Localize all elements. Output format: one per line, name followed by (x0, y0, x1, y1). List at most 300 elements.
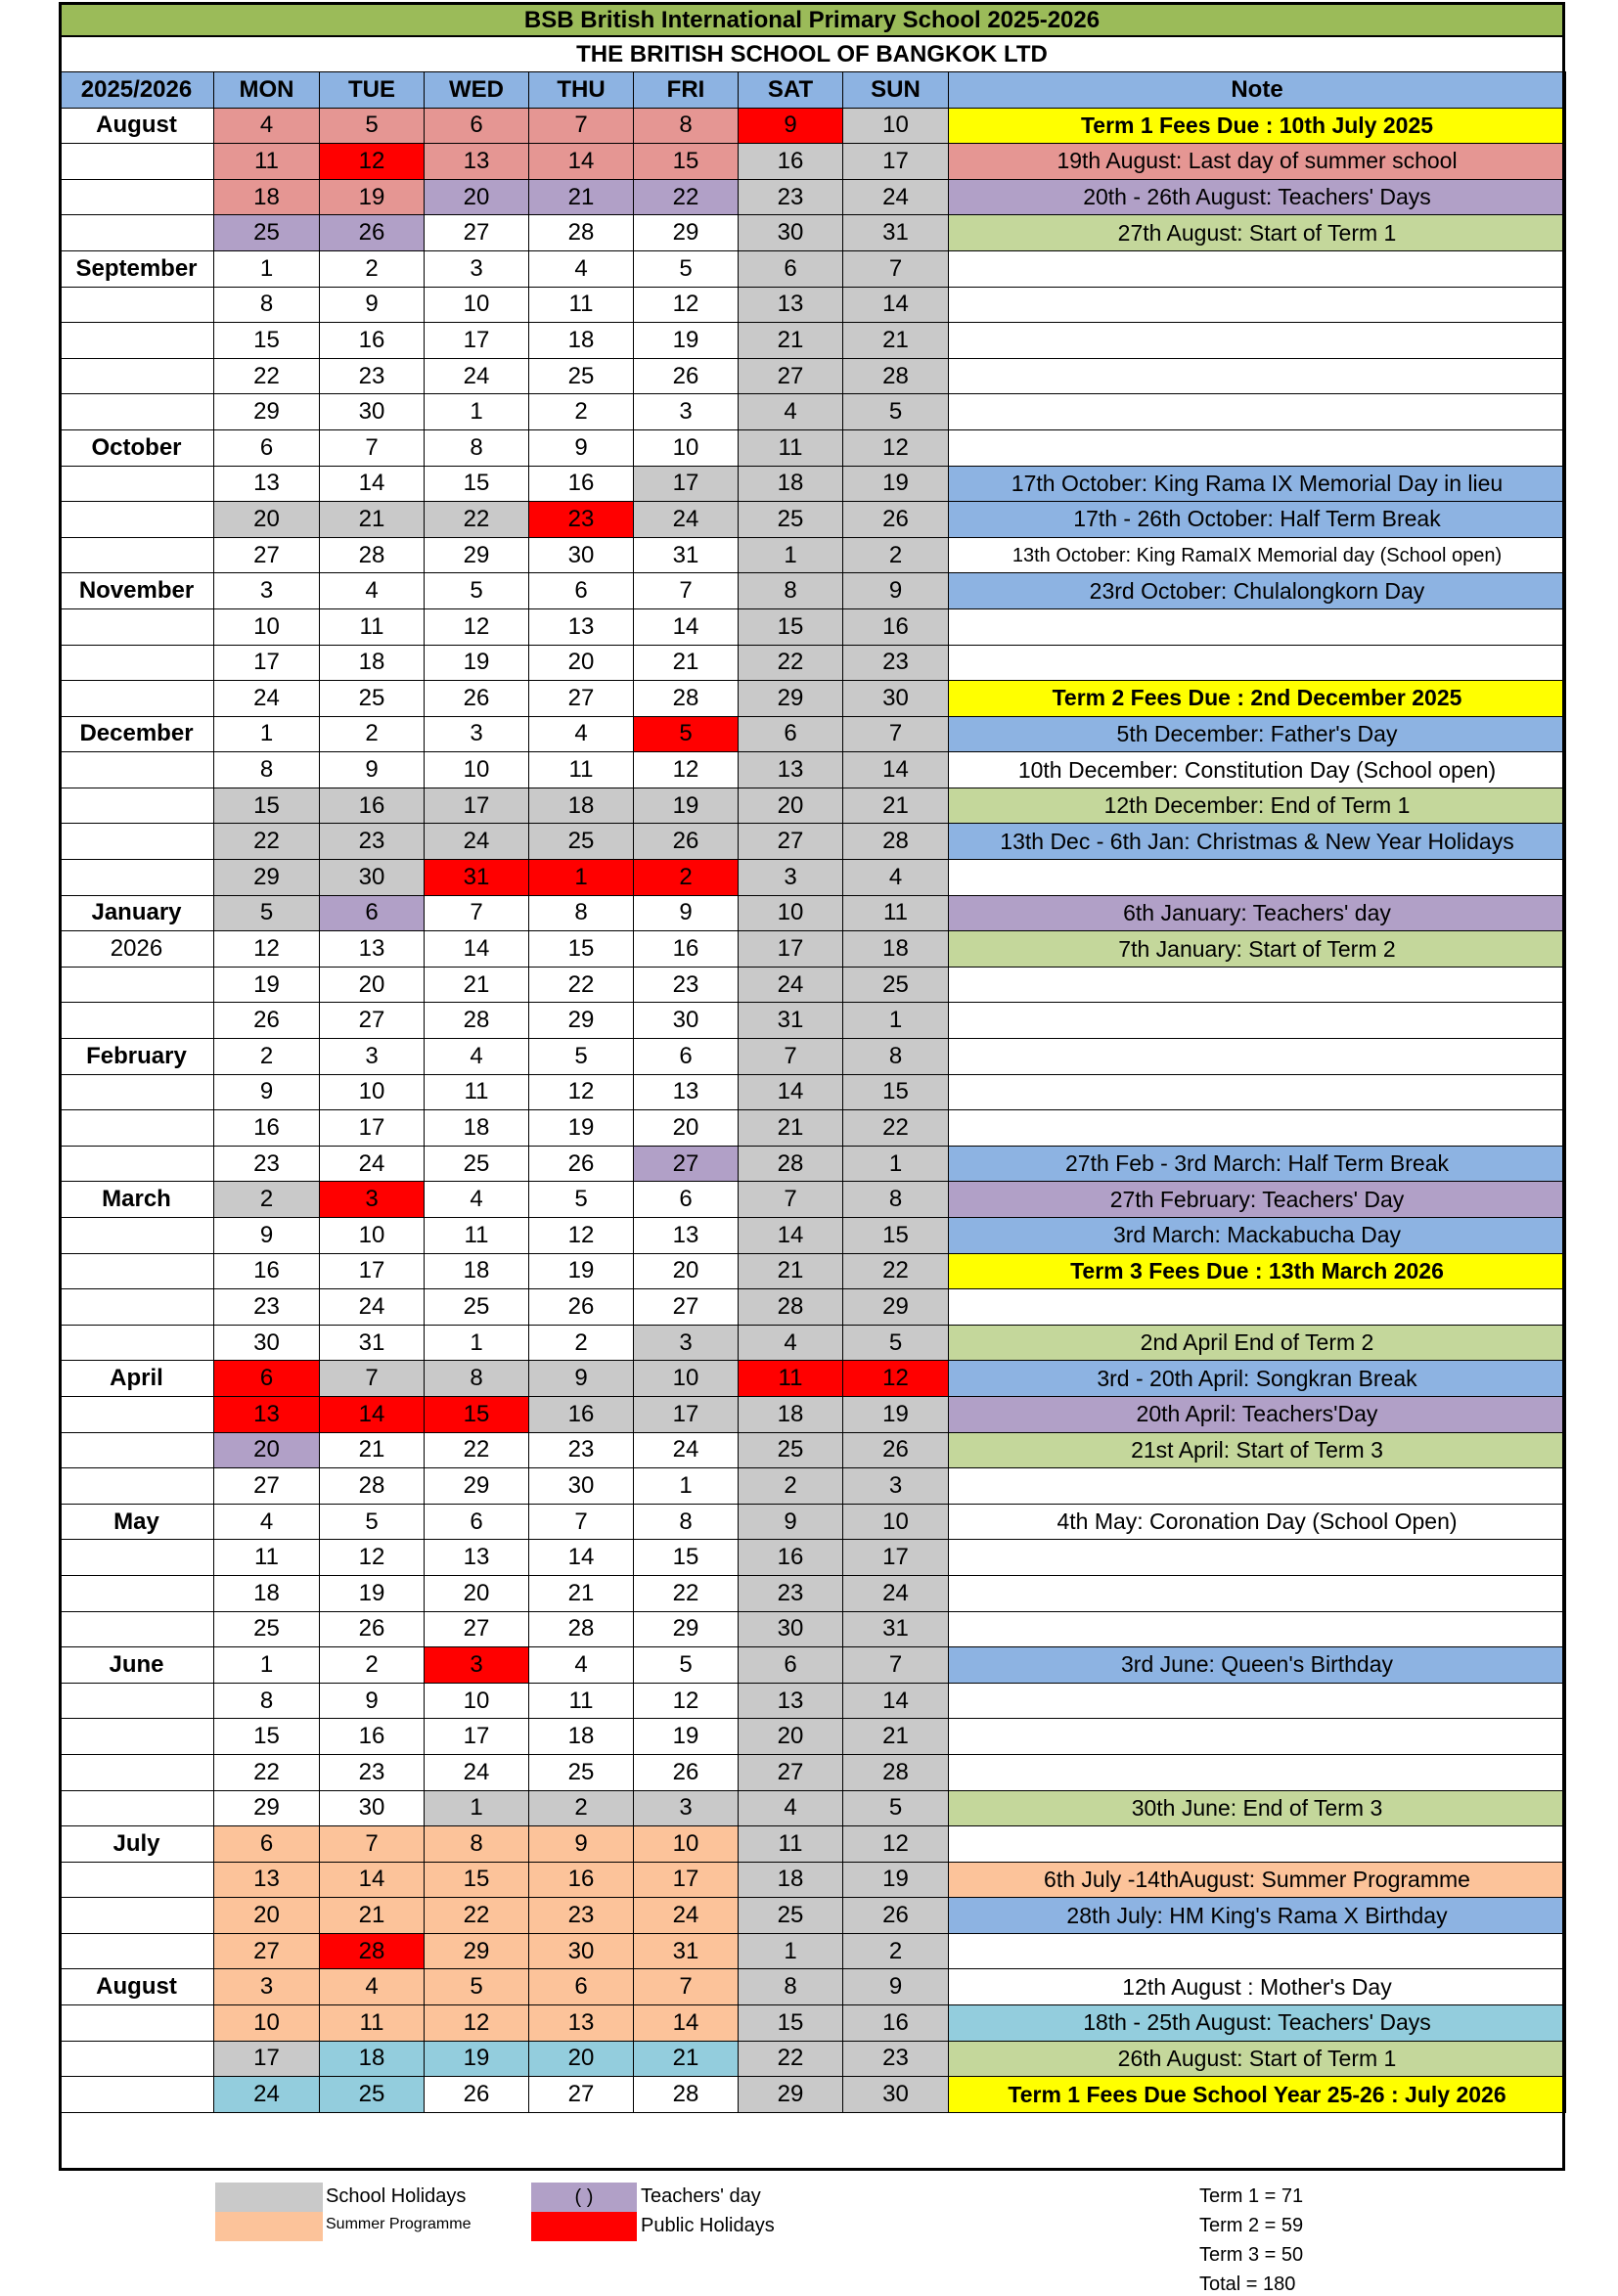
calendar-title: BSB British International Primary School 2025-2026 (59, 2, 1565, 37)
day-cell: 22 (425, 1432, 529, 1468)
month-label (60, 215, 214, 251)
day-cell: 10 (425, 1683, 529, 1719)
day-cell: 6 (739, 716, 843, 752)
day-cell: 13 (634, 1074, 739, 1110)
header-cell: WED (425, 72, 529, 109)
day-cell: 16 (529, 1396, 634, 1432)
day-cell: 29 (843, 1289, 949, 1326)
day-cell: 13 (214, 466, 320, 502)
day-cell: 21 (843, 788, 949, 824)
week-row (60, 1468, 1566, 1505)
day-cell: 22 (739, 2041, 843, 2077)
month-label (60, 681, 214, 717)
day-cell: 24 (425, 824, 529, 860)
day-cell: 25 (214, 1611, 320, 1647)
day-cell: 13 (739, 1683, 843, 1719)
day-cell: 16 (320, 323, 425, 359)
week-row (60, 287, 1566, 323)
day-cell: 5 (843, 1790, 949, 1826)
day-cell: 15 (214, 323, 320, 359)
day-cell: 23 (320, 824, 425, 860)
day-cell: 5 (214, 895, 320, 931)
day-cell: 17 (320, 1110, 425, 1147)
day-cell: 25 (425, 1146, 529, 1182)
day-cell: 2 (320, 1647, 425, 1684)
header-row (60, 72, 1566, 109)
month-label (60, 967, 214, 1003)
day-cell: 9 (843, 573, 949, 609)
day-cell: 23 (529, 1898, 634, 1934)
day-cell: 26 (634, 824, 739, 860)
week-row (60, 1182, 1566, 1218)
week-row (60, 645, 1566, 681)
week-row (60, 429, 1566, 466)
month-label (60, 287, 214, 323)
day-cell: 25 (320, 2077, 425, 2113)
day-cell: 12 (529, 1218, 634, 1254)
day-cell: 9 (529, 1361, 634, 1397)
day-cell: 15 (214, 1719, 320, 1755)
day-cell: 20 (634, 1110, 739, 1147)
day-cell: 27 (425, 215, 529, 251)
note-cell (949, 645, 1566, 681)
day-cell: 6 (425, 108, 529, 144)
day-cell: 8 (425, 429, 529, 466)
month-label: December (60, 716, 214, 752)
note-cell: 17th October: King Rama IX Memorial Day in lieu (949, 466, 1566, 502)
month-label (60, 2005, 214, 2042)
header-cell: 2025/2026 (60, 72, 214, 109)
day-cell: 9 (843, 1969, 949, 2005)
day-cell: 30 (739, 215, 843, 251)
week-row (60, 681, 1566, 717)
day-cell: 17 (634, 1396, 739, 1432)
month-label (60, 1325, 214, 1361)
day-cell: 12 (634, 1683, 739, 1719)
week-row (60, 323, 1566, 359)
day-cell: 24 (214, 681, 320, 717)
week-row (60, 1862, 1566, 1898)
day-cell: 5 (425, 1969, 529, 2005)
note-cell (949, 394, 1566, 430)
day-cell: 18 (320, 645, 425, 681)
day-cell: 4 (214, 108, 320, 144)
month-label (60, 860, 214, 896)
day-cell: 15 (843, 1218, 949, 1254)
day-cell: 25 (214, 215, 320, 251)
calendar-table (59, 0, 1566, 2113)
day-cell: 22 (634, 179, 739, 215)
day-cell: 8 (214, 1683, 320, 1719)
day-cell: 17 (739, 931, 843, 968)
day-cell: 9 (529, 1826, 634, 1863)
month-label (60, 1683, 214, 1719)
day-cell: 29 (214, 394, 320, 430)
week-row (60, 895, 1566, 931)
day-cell: 25 (529, 824, 634, 860)
day-cell: 23 (843, 645, 949, 681)
note-cell (949, 1468, 1566, 1505)
note-cell: 19th August: Last day of summer school (949, 144, 1566, 180)
week-row (60, 2041, 1566, 2077)
week-row (60, 2005, 1566, 2042)
legend-swatch-public-holidays (531, 2212, 637, 2241)
week-row (60, 931, 1566, 968)
day-cell: 14 (320, 1862, 425, 1898)
note-cell: 3rd March: Mackabucha Day (949, 1218, 1566, 1254)
day-cell: 3 (739, 860, 843, 896)
month-label (60, 1396, 214, 1432)
day-cell: 18 (843, 931, 949, 968)
week-row (60, 1289, 1566, 1326)
day-cell: 18 (214, 1575, 320, 1611)
day-cell: 27 (529, 2077, 634, 2113)
month-label: April (60, 1361, 214, 1397)
day-cell: 10 (320, 1074, 425, 1110)
day-cell: 30 (843, 2077, 949, 2113)
month-label (60, 1074, 214, 1110)
term-2-days: Term 2 = 59 (1199, 2215, 1304, 2236)
day-cell: 16 (320, 788, 425, 824)
note-cell: 18th - 25th August: Teachers' Days (949, 2005, 1566, 2042)
day-cell: 2 (529, 394, 634, 430)
note-cell: 17th - 26th October: Half Term Break (949, 502, 1566, 538)
month-label (60, 1611, 214, 1647)
week-row (60, 1647, 1566, 1684)
week-row (60, 1432, 1566, 1468)
header-cell: Note (949, 72, 1566, 109)
note-cell: 4th May: Coronation Day (School Open) (949, 1504, 1566, 1540)
day-cell: 4 (843, 860, 949, 896)
day-cell: 20 (634, 1253, 739, 1289)
header-cell: SAT (739, 72, 843, 109)
note-cell (949, 429, 1566, 466)
day-cell: 19 (634, 1719, 739, 1755)
day-cell: 14 (843, 1683, 949, 1719)
day-cell: 1 (425, 1790, 529, 1826)
day-cell: 3 (634, 1325, 739, 1361)
day-cell: 24 (320, 1146, 425, 1182)
day-cell: 23 (214, 1289, 320, 1326)
day-cell: 21 (634, 2041, 739, 2077)
header-cell: THU (529, 72, 634, 109)
day-cell: 9 (739, 108, 843, 144)
week-row (60, 1110, 1566, 1147)
day-cell: 13 (529, 2005, 634, 2042)
day-cell: 15 (425, 1862, 529, 1898)
day-cell: 10 (843, 108, 949, 144)
day-cell: 24 (843, 1575, 949, 1611)
day-cell: 29 (425, 1933, 529, 1969)
note-cell (949, 1110, 1566, 1147)
day-cell: 11 (425, 1074, 529, 1110)
note-cell: 27th Feb - 3rd March: Half Term Break (949, 1146, 1566, 1182)
day-cell: 6 (634, 1039, 739, 1075)
note-cell: 30th June: End of Term 3 (949, 1790, 1566, 1826)
day-cell: 6 (320, 895, 425, 931)
note-cell (949, 1826, 1566, 1863)
day-cell: 23 (739, 1575, 843, 1611)
week-row (60, 1504, 1566, 1540)
day-cell: 2 (214, 1039, 320, 1075)
day-cell: 15 (425, 1396, 529, 1432)
day-cell: 28 (843, 1754, 949, 1790)
month-label: January (60, 895, 214, 931)
day-cell: 5 (425, 573, 529, 609)
day-cell: 4 (529, 1647, 634, 1684)
day-cell: 1 (739, 1933, 843, 1969)
day-cell: 30 (843, 681, 949, 717)
legend-public-holidays: Public Holidays (641, 2215, 775, 2236)
week-row (60, 1218, 1566, 1254)
day-cell: 23 (739, 179, 843, 215)
day-cell: 27 (529, 681, 634, 717)
day-cell: 23 (320, 358, 425, 394)
day-cell: 19 (529, 1110, 634, 1147)
day-cell: 29 (739, 2077, 843, 2113)
day-cell: 3 (214, 1969, 320, 2005)
day-cell: 4 (739, 1325, 843, 1361)
day-cell: 23 (634, 967, 739, 1003)
week-row (60, 824, 1566, 860)
note-cell: Term 1 Fees Due : 10th July 2025 (949, 108, 1566, 144)
month-label (60, 1754, 214, 1790)
day-cell: 3 (634, 1790, 739, 1826)
month-label (60, 1289, 214, 1326)
school-name: THE BRITISH SCHOOL OF BANGKOK LTD (59, 37, 1565, 73)
day-cell: 9 (214, 1218, 320, 1254)
day-cell: 8 (214, 752, 320, 788)
day-cell: 8 (214, 287, 320, 323)
legend-school-holidays: School Holidays (326, 2185, 467, 2207)
day-cell: 17 (634, 466, 739, 502)
note-cell (949, 1719, 1566, 1755)
day-cell: 12 (843, 1361, 949, 1397)
week-row (60, 1003, 1566, 1039)
week-row (60, 1933, 1566, 1969)
day-cell: 14 (320, 466, 425, 502)
day-cell: 10 (634, 429, 739, 466)
day-cell: 13 (739, 287, 843, 323)
note-cell (949, 608, 1566, 645)
day-cell: 31 (843, 215, 949, 251)
day-cell: 11 (320, 2005, 425, 2042)
day-cell: 20 (739, 1719, 843, 1755)
day-cell: 18 (425, 1110, 529, 1147)
note-cell (949, 1611, 1566, 1647)
day-cell: 14 (425, 931, 529, 968)
day-cell: 22 (425, 1898, 529, 1934)
week-row (60, 502, 1566, 538)
day-cell: 14 (843, 752, 949, 788)
day-cell: 14 (843, 287, 949, 323)
day-cell: 18 (739, 466, 843, 502)
note-cell: 20th April: Teachers'Day (949, 1396, 1566, 1432)
day-cell: 26 (529, 1146, 634, 1182)
month-label (60, 1898, 214, 1934)
week-row (60, 1325, 1566, 1361)
day-cell: 12 (634, 287, 739, 323)
month-label (60, 1110, 214, 1147)
day-cell: 26 (634, 1754, 739, 1790)
day-cell: 11 (320, 608, 425, 645)
day-cell: 26 (425, 681, 529, 717)
day-cell: 6 (529, 573, 634, 609)
day-cell: 26 (529, 1289, 634, 1326)
month-label: August (60, 1969, 214, 2005)
day-cell: 10 (320, 1218, 425, 1254)
month-label: March (60, 1182, 214, 1218)
day-cell: 27 (739, 1754, 843, 1790)
day-cell: 22 (214, 824, 320, 860)
month-label: September (60, 250, 214, 287)
legend-swatch-teachers-day: ( ) (531, 2183, 637, 2212)
day-cell: 26 (843, 1898, 949, 1934)
day-cell: 1 (214, 1647, 320, 1684)
day-cell: 27 (634, 1146, 739, 1182)
day-cell: 7 (739, 1039, 843, 1075)
day-cell: 22 (634, 1575, 739, 1611)
day-cell: 24 (739, 967, 843, 1003)
day-cell: 16 (214, 1253, 320, 1289)
day-cell: 11 (214, 144, 320, 180)
note-cell (949, 1289, 1566, 1326)
month-label (60, 824, 214, 860)
day-cell: 28 (320, 537, 425, 573)
day-cell: 5 (320, 108, 425, 144)
month-label: February (60, 1039, 214, 1075)
day-cell: 3 (425, 250, 529, 287)
day-cell: 5 (634, 250, 739, 287)
day-cell: 7 (529, 1504, 634, 1540)
week-row (60, 752, 1566, 788)
month-label (60, 2041, 214, 2077)
day-cell: 15 (214, 788, 320, 824)
day-cell: 14 (634, 608, 739, 645)
day-cell: 11 (739, 429, 843, 466)
day-cell: 24 (214, 2077, 320, 2113)
day-cell: 15 (529, 931, 634, 968)
day-cell: 19 (320, 179, 425, 215)
month-label: 2026 (60, 931, 214, 968)
week-row (60, 1074, 1566, 1110)
day-cell: 1 (214, 250, 320, 287)
note-cell (949, 860, 1566, 896)
header-cell: MON (214, 72, 320, 109)
day-cell: 22 (739, 645, 843, 681)
day-cell: 11 (214, 1540, 320, 1576)
day-cell: 21 (425, 967, 529, 1003)
note-cell (949, 1933, 1566, 1969)
day-cell: 19 (634, 788, 739, 824)
week-row (60, 1719, 1566, 1755)
day-cell: 25 (739, 502, 843, 538)
month-label: August (60, 108, 214, 144)
day-cell: 4 (320, 1969, 425, 2005)
day-cell: 2 (739, 1468, 843, 1505)
day-cell: 31 (634, 537, 739, 573)
day-cell: 26 (425, 2077, 529, 2113)
day-cell: 12 (425, 608, 529, 645)
note-cell: Term 2 Fees Due : 2nd December 2025 (949, 681, 1566, 717)
day-cell: 20 (529, 2041, 634, 2077)
day-cell: 18 (320, 2041, 425, 2077)
day-cell: 3 (214, 573, 320, 609)
day-cell: 29 (529, 1003, 634, 1039)
day-cell: 31 (634, 1933, 739, 1969)
note-cell (949, 967, 1566, 1003)
day-cell: 20 (425, 179, 529, 215)
day-cell: 17 (214, 2041, 320, 2077)
day-cell: 12 (425, 2005, 529, 2042)
month-label (60, 1146, 214, 1182)
day-cell: 31 (843, 1611, 949, 1647)
day-cell: 4 (425, 1182, 529, 1218)
note-cell: Term 1 Fees Due School Year 25-26 : July 2026 (949, 2077, 1566, 2113)
day-cell: 11 (425, 1218, 529, 1254)
month-label (60, 323, 214, 359)
day-cell: 7 (634, 573, 739, 609)
day-cell: 8 (529, 895, 634, 931)
month-label: May (60, 1504, 214, 1540)
day-cell: 13 (425, 144, 529, 180)
day-cell: 23 (214, 1146, 320, 1182)
day-cell: 25 (320, 681, 425, 717)
month-label: November (60, 573, 214, 609)
day-cell: 7 (634, 1969, 739, 2005)
day-cell: 12 (843, 1826, 949, 1863)
week-row (60, 466, 1566, 502)
header-cell: FRI (634, 72, 739, 109)
day-cell: 26 (843, 1432, 949, 1468)
note-cell (949, 323, 1566, 359)
week-row (60, 2077, 1566, 2113)
day-cell: 6 (529, 1969, 634, 2005)
note-cell: 27th February: Teachers' Day (949, 1182, 1566, 1218)
day-cell: 7 (320, 429, 425, 466)
day-cell: 30 (214, 1325, 320, 1361)
month-label (60, 394, 214, 430)
day-cell: 10 (634, 1826, 739, 1863)
day-cell: 30 (529, 1933, 634, 1969)
week-row (60, 1575, 1566, 1611)
day-cell: 22 (425, 502, 529, 538)
legend-swatch-summer-programme (215, 2212, 323, 2241)
day-cell: 17 (843, 1540, 949, 1576)
day-cell: 30 (320, 394, 425, 430)
month-label: October (60, 429, 214, 466)
day-cell: 4 (214, 1504, 320, 1540)
legend-summer-programme: Summer Programme (326, 2216, 472, 2232)
month-label (60, 2077, 214, 2113)
day-cell: 22 (843, 1253, 949, 1289)
day-cell: 7 (425, 895, 529, 931)
day-cell: 21 (320, 502, 425, 538)
day-cell: 9 (320, 287, 425, 323)
day-cell: 16 (843, 608, 949, 645)
week-row (60, 537, 1566, 573)
note-cell (949, 358, 1566, 394)
day-cell: 4 (739, 394, 843, 430)
week-row (60, 108, 1566, 144)
day-cell: 15 (634, 1540, 739, 1576)
day-cell: 27 (739, 824, 843, 860)
month-label (60, 1468, 214, 1505)
week-row (60, 1146, 1566, 1182)
day-cell: 8 (634, 1504, 739, 1540)
day-cell: 19 (425, 645, 529, 681)
note-cell: 3rd June: Queen's Birthday (949, 1647, 1566, 1684)
